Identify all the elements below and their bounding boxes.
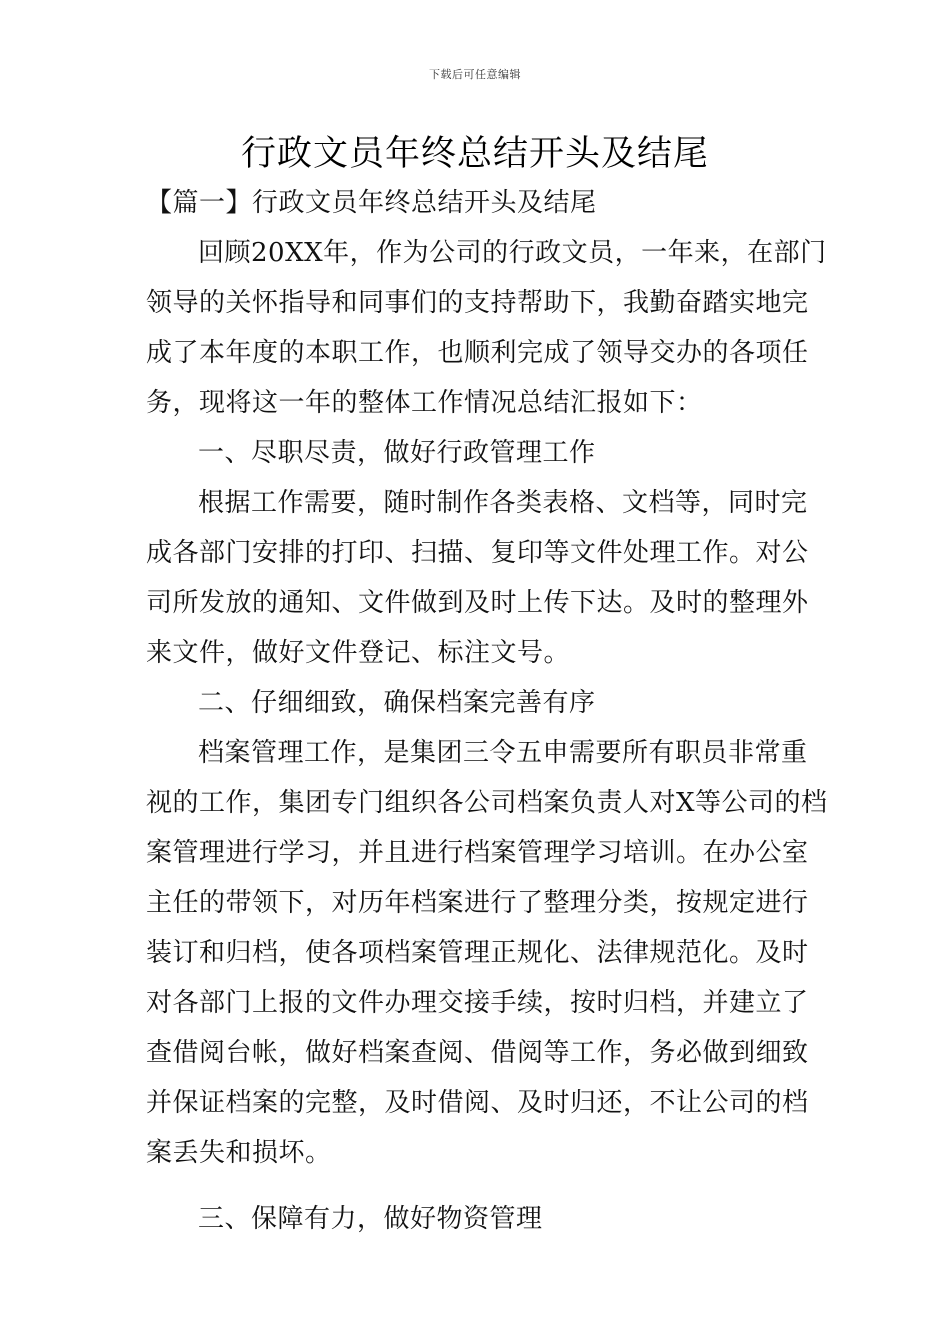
- text-line: 三、保障有力，做好物资管理: [198, 1204, 543, 1234]
- text-line: 【篇一】行政文员年终总结开头及结尾: [146, 188, 597, 218]
- text-line: 成了本年度的本职工作，也顺利完成了领导交办的各项任: [146, 338, 809, 368]
- paragraph-gap: [146, 1178, 806, 1194]
- text-line: 务，现将这一年的整体工作情况总结汇报如下：: [146, 388, 703, 418]
- document-body: [146, 178, 828, 1244]
- text-line: 案丢失和损坏。: [146, 1138, 332, 1168]
- text-line: 案管理进行学习，并且进行档案管理学习培训。在办公室: [146, 838, 809, 868]
- text-line: 司所发放的通知、文件做到及时上传下达。及时的整理外: [146, 588, 809, 618]
- text-line: 查借阅台帐，做好档案查阅、借阅等工作，务必做到细致: [146, 1038, 809, 1068]
- text-line: 一、尽职尽责，做好行政管理工作: [198, 438, 596, 468]
- text-line: 回顾20XX年，作为公司的行政文员，一年来，在部门: [198, 238, 827, 268]
- text-line: 成各部门安排的打印、扫描、复印等文件处理工作。对公: [146, 538, 809, 568]
- text-line: 来文件，做好文件登记、标注文号。: [146, 638, 571, 668]
- text-line: 档案管理工作，是集团三令五申需要所有职员非常重: [198, 738, 808, 768]
- header-note: 下载后可任意编辑: [429, 68, 521, 81]
- text-line: 根据工作需要，随时制作各类表格、文档等，同时完: [198, 488, 808, 518]
- text-line: 视的工作，集团专门组织各公司档案负责人对X等公司的档: [146, 788, 828, 818]
- text-line: 二、仔细细致，确保档案完善有序: [198, 688, 596, 718]
- text-line: 对各部门上报的文件办理交接手续，按时归档，并建立了: [146, 988, 809, 1018]
- text-line: 领导的关怀指导和同事们的支持帮助下，我勤奋踏实地完: [146, 288, 809, 318]
- text-line: 并保证档案的完整，及时借阅、及时归还，不让公司的档: [146, 1088, 809, 1118]
- text-line: 主任的带领下，对历年档案进行了整理分类，按规定进行: [146, 888, 809, 918]
- document-title: 行政文员年终总结开头及结尾: [240, 134, 709, 174]
- text-line: 装订和归档，使各项档案管理正规化、法律规范化。及时: [146, 938, 809, 968]
